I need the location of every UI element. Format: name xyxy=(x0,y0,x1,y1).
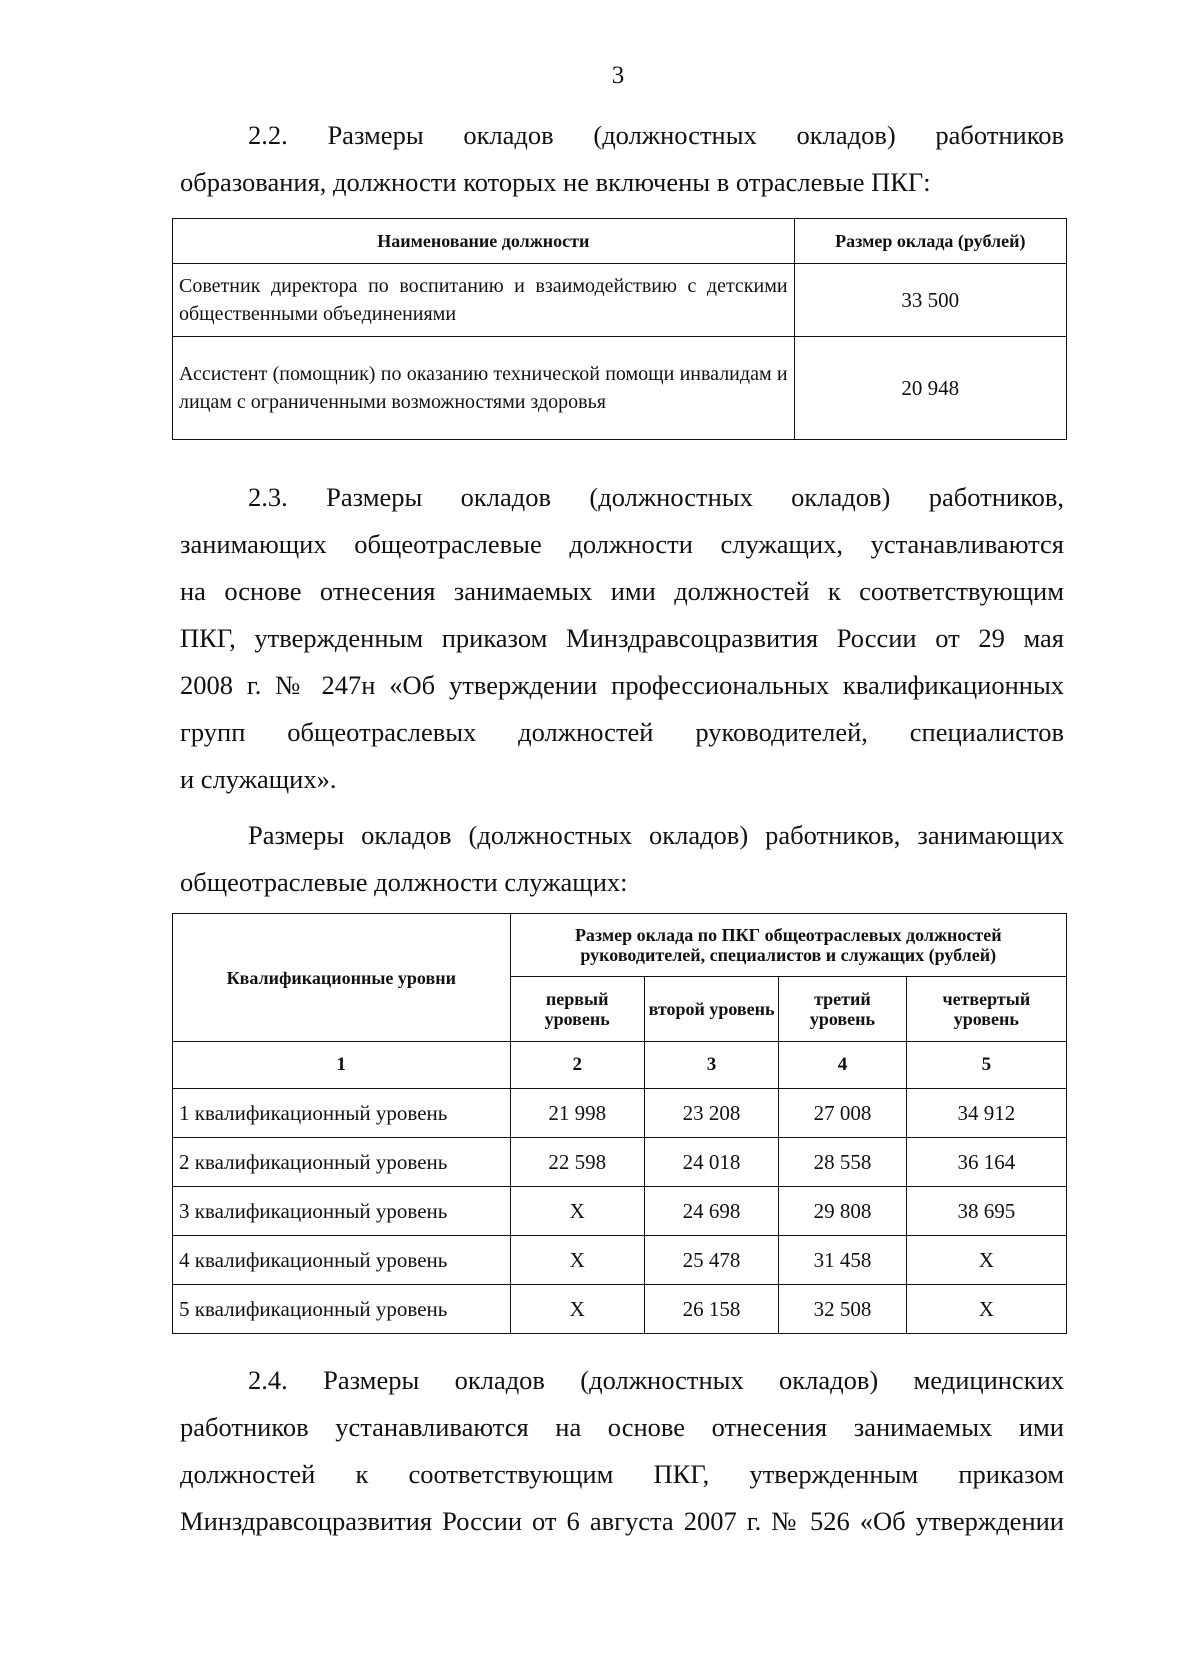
column-number: 5 xyxy=(906,1042,1066,1089)
salary-cell: 29 808 xyxy=(779,1187,906,1236)
qualification-level-label: 5 квалификационный уровень xyxy=(173,1285,511,1334)
column-header-salary: Размер оклада (рублей) xyxy=(794,219,1066,264)
qualification-level-label: 3 квалификационный уровень xyxy=(173,1187,511,1236)
salary-cell: 22 598 xyxy=(510,1138,644,1187)
column-header-level-2: второй уровень xyxy=(644,977,778,1042)
column-header-level-3: третий уровень xyxy=(779,977,906,1042)
salary-cell: 32 508 xyxy=(779,1285,906,1334)
salary-cell: 28 558 xyxy=(779,1138,906,1187)
paragraph-line: 2.3. Размеры окладов (должностных окладов) работников, xyxy=(248,482,1064,512)
table-row xyxy=(173,264,1067,337)
qualification-levels-table xyxy=(172,913,1067,1334)
salary-value-cell: 33 500 xyxy=(794,264,1066,337)
salary-value-cell: 20 948 xyxy=(794,337,1066,440)
table-row xyxy=(173,1285,1067,1334)
qualification-level-label: 2 квалификационный уровень xyxy=(173,1138,511,1187)
salary-cell: Х xyxy=(510,1236,644,1285)
column-header-level-1: первый уровень xyxy=(510,977,644,1042)
section-2-2-paragraph xyxy=(180,112,1064,206)
salary-cell: 23 208 xyxy=(644,1089,778,1138)
column-number: 4 xyxy=(779,1042,906,1089)
table2-intro-paragraph xyxy=(180,812,1064,906)
column-header-qualification-levels: Квалификационные уровни xyxy=(173,914,511,1042)
salary-cell: 38 695 xyxy=(906,1187,1066,1236)
paragraph-line: образования, должности которых не включены в отраслевые ПКГ: xyxy=(180,167,931,197)
column-number: 2 xyxy=(510,1042,644,1089)
salary-cell: 25 478 xyxy=(644,1236,778,1285)
salary-cell: Х xyxy=(510,1187,644,1236)
column-number: 1 xyxy=(173,1042,511,1089)
qualification-level-label: 4 квалификационный уровень xyxy=(173,1236,511,1285)
column-number: 3 xyxy=(644,1042,778,1089)
salary-cell: 31 458 xyxy=(779,1236,906,1285)
paragraph-line: 2008 г. № 247н «Об утверждении профессиональных квалификационных xyxy=(180,670,1064,700)
paragraph-line: и служащих». xyxy=(180,764,337,794)
column-header-level-4: четвертый уровень xyxy=(906,977,1066,1042)
table-row xyxy=(173,1187,1067,1236)
position-name-cell: Ассистент (помощник) по оказанию технической помощи инвалидам и лицам с ограниченными возможностями здоровья xyxy=(173,337,795,440)
section-2-3-paragraph xyxy=(180,474,1064,803)
non-industry-positions-table xyxy=(172,218,1067,440)
table-header-row xyxy=(173,219,1067,264)
salary-cell: Х xyxy=(906,1285,1066,1334)
paragraph-line: ПКГ, утвержденным приказом Минздравсоцразвития России от 29 мая xyxy=(180,623,1064,653)
paragraph-line: на основе отнесения занимаемых ими должностей к соответствующим xyxy=(180,576,1064,606)
page-number: 3 xyxy=(611,62,625,89)
salary-cell: 34 912 xyxy=(906,1089,1066,1138)
salary-cell: Х xyxy=(510,1285,644,1334)
paragraph-line: Размеры окладов (должностных окладов) работников, занимающих xyxy=(248,820,1064,850)
salary-cell: 21 998 xyxy=(510,1089,644,1138)
paragraph-line: общеотраслевые должности служащих: xyxy=(180,867,628,897)
paragraph-line: Минздравсоцразвития России от 6 августа 2007 г. № 526 «Об утверждении xyxy=(180,1506,1064,1536)
paragraph-line: занимающих общеотраслевые должности служащих, устанавливаются xyxy=(180,529,1064,559)
column-group-header-salary: Размер оклада по ПКГ общеотраслевых должностей руководителей, специалистов и служащих (рублей) xyxy=(510,914,1066,977)
table-row xyxy=(173,1089,1067,1138)
salary-cell: Х xyxy=(906,1236,1066,1285)
paragraph-line: должностей к соответствующим ПКГ, утвержденным приказом xyxy=(180,1459,1064,1489)
salary-cell: 36 164 xyxy=(906,1138,1066,1187)
paragraph-line: 2.2. Размеры окладов (должностных окладов) работников xyxy=(248,120,1064,150)
paragraph-line: групп общеотраслевых должностей руководителей, специалистов xyxy=(180,717,1064,747)
salary-cell: 24 698 xyxy=(644,1187,778,1236)
paragraph-line: работников устанавливаются на основе отнесения занимаемых ими xyxy=(180,1412,1064,1442)
column-header-position: Наименование должности xyxy=(173,219,795,264)
table-row xyxy=(173,1236,1067,1285)
table-header-row xyxy=(173,914,1067,977)
salary-cell: 26 158 xyxy=(644,1285,778,1334)
salary-cell: 24 018 xyxy=(644,1138,778,1187)
table-row xyxy=(173,337,1067,440)
column-number-row xyxy=(173,1042,1067,1089)
salary-cell: 27 008 xyxy=(779,1089,906,1138)
paragraph-line: 2.4. Размеры окладов (должностных окладов) медицинских xyxy=(248,1365,1064,1395)
table-row xyxy=(173,1138,1067,1187)
qualification-level-label: 1 квалификационный уровень xyxy=(173,1089,511,1138)
section-2-4-paragraph xyxy=(180,1357,1064,1545)
position-name-cell: Советник директора по воспитанию и взаимодействию с детскими общественными объединениями xyxy=(173,264,795,337)
